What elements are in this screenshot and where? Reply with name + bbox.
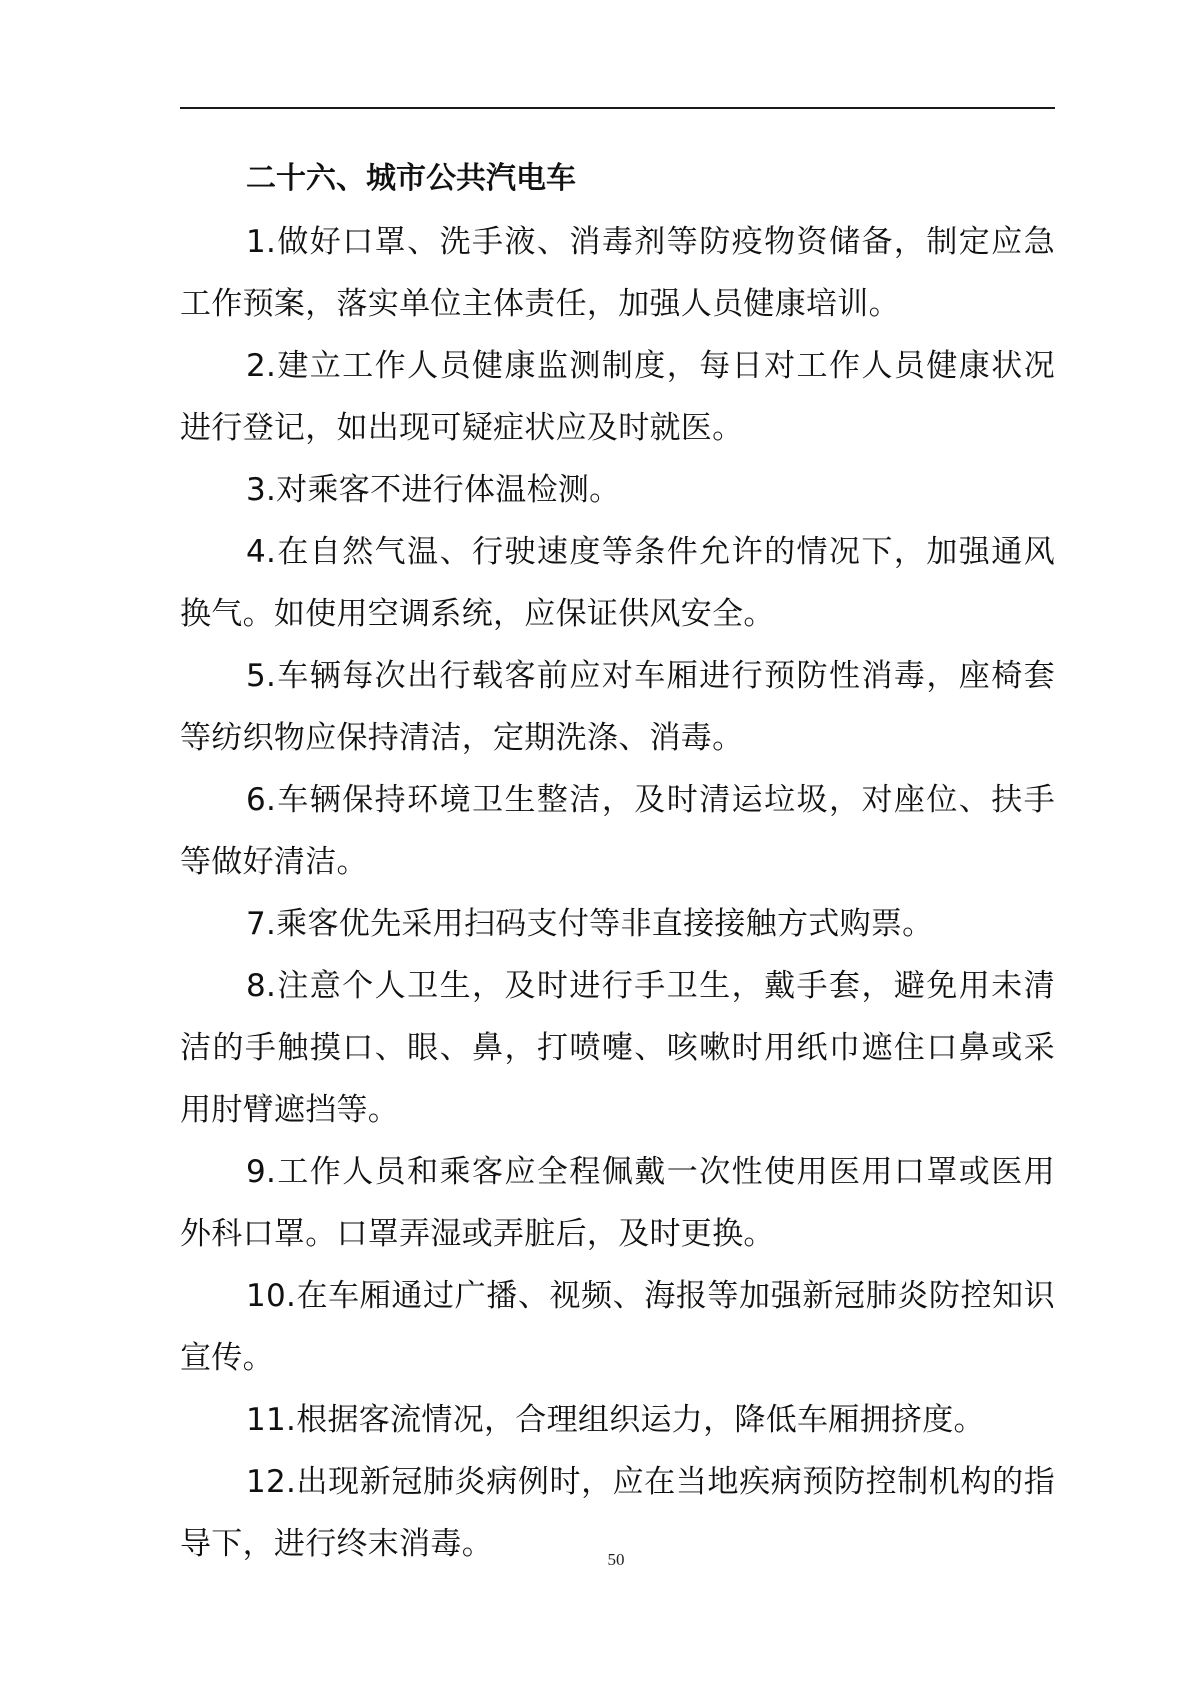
list-item: 2.建立工作人员健康监测制度，每日对工作人员健康状况进行登记，如出现可疑症状应及时就医。 xyxy=(180,348,1055,446)
list-item: 10.在车厢通过广播、视频、海报等加强新冠肺炎防控知识宣传。 xyxy=(180,1278,1055,1376)
header-rule xyxy=(180,107,1055,109)
list-item: 3.对乘客不进行体温检测。 xyxy=(246,472,621,508)
page-number: 50 xyxy=(607,1550,625,1569)
list-item: 5.车辆每次出行载客前应对车厢进行预防性消毒，座椅套等纺织物应保持清洁，定期洗涤、消毒。 xyxy=(180,658,1055,756)
list-item: 4.在自然气温、行驶速度等条件允许的情况下，加强通风换气。如使用空调系统，应保证供风安全。 xyxy=(180,534,1055,632)
list-item: 7.乘客优先采用扫码支付等非直接接触方式购票。 xyxy=(246,906,934,942)
list-item: 11.根据客流情况，合理组织运力，降低车厢拥挤度。 xyxy=(246,1402,985,1438)
list-item: 1.做好口罩、洗手液、消毒剂等防疫物资储备，制定应急工作预案，落实单位主体责任，加强人员健康培训。 xyxy=(180,224,1055,322)
list-item: 12.出现新冠肺炎病例时，应在当地疾病预防控制机构的指导下，进行终末消毒。 xyxy=(180,1464,1055,1562)
list-item: 6.车辆保持环境卫生整洁，及时清运垃圾，对座位、扶手等做好清洁。 xyxy=(180,782,1055,880)
list-item: 8.注意个人卫生，及时进行手卫生，戴手套，避免用未清洁的手触摸口、眼、鼻，打喷嚏、咳嗽时用纸巾遮住口鼻或采用肘臂遮挡等。 xyxy=(180,968,1055,1128)
list-item: 9.工作人员和乘客应全程佩戴一次性使用医用口罩或医用外科口罩。口罩弄湿或弄脏后，及时更换。 xyxy=(180,1154,1055,1252)
section-heading: 二十六、城市公共汽电车 xyxy=(246,161,576,196)
document-body xyxy=(180,148,1055,1575)
